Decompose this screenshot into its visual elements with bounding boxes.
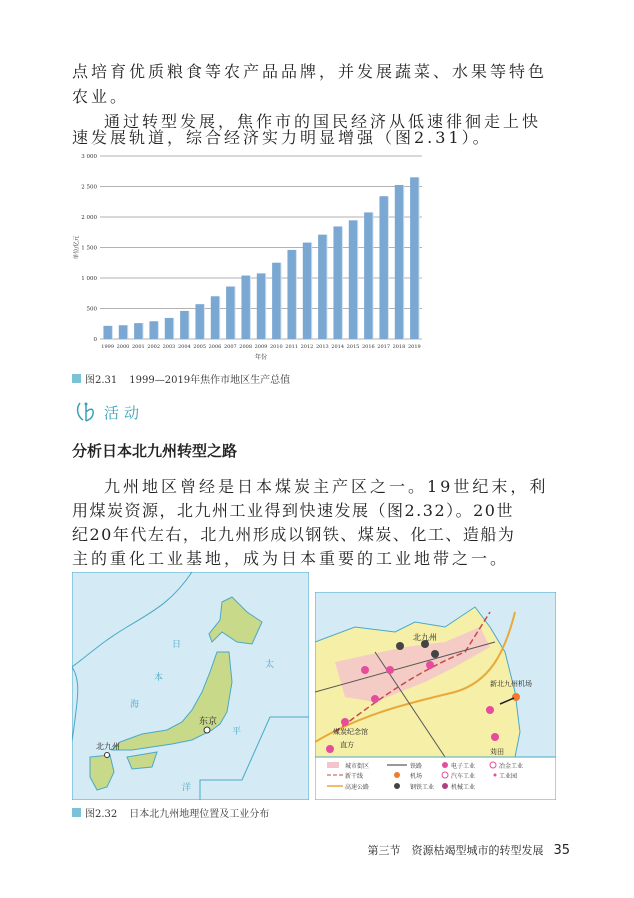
y-tick-label: 500 <box>86 306 97 313</box>
svg-text:高速公路: 高速公路 <box>345 784 370 791</box>
x-tick-label: 2018 <box>392 344 406 350</box>
body-text: 纪20年代左右，北九州形成以钢铁、煤炭、化工、造船为 <box>72 525 516 544</box>
bar-2010 <box>272 263 280 339</box>
figure-231-caption <box>72 371 290 386</box>
figure-number: 图2.32 <box>85 809 118 820</box>
x-tick-label: 2002 <box>147 344 161 350</box>
svg-text:钢铁工业: 钢铁工业 <box>410 784 435 791</box>
body-text: 主的重化工业基地，成为日本重要的工业地带之一。 <box>72 549 510 568</box>
activity-icon <box>74 400 98 424</box>
x-tick-label: 2016 <box>361 344 375 350</box>
bar-2013 <box>318 235 326 339</box>
activity-label: 活动 <box>104 403 145 422</box>
map-label: 直方 <box>340 741 354 749</box>
bar-2011 <box>287 250 295 339</box>
bar-2003 <box>165 318 173 339</box>
body-text: 农业。 <box>72 87 130 106</box>
y-axis-label: 单位/亿元 <box>74 235 80 260</box>
x-tick-label: 2008 <box>239 344 253 350</box>
y-tick-label: 2 500 <box>81 184 97 191</box>
map-label: 北九州 <box>413 633 437 642</box>
section-heading: 分析日本北九州转型之路 <box>72 442 238 460</box>
x-tick-label: 2009 <box>254 344 268 350</box>
svg-text:冶金工业: 冶金工业 <box>499 763 524 770</box>
caption-marker <box>72 808 81 817</box>
kitakyushu-marker <box>105 753 110 758</box>
svg-text:机械工业: 机械工业 <box>451 784 476 791</box>
bar-2014 <box>333 226 341 339</box>
body-text: 用煤炭资源，北九州工业得到快速发展（图2.32）。20世 <box>72 501 514 520</box>
city-label: 北九州 <box>96 742 120 751</box>
svg-text:铁路: 铁路 <box>410 763 423 770</box>
svg-text:新干线: 新干线 <box>345 773 364 780</box>
sea-label: 海 <box>130 700 140 710</box>
bar-2018 <box>395 185 403 339</box>
x-tick-label: 2014 <box>331 344 345 350</box>
bar-2002 <box>149 321 157 339</box>
figure-caption: 日本北九州地理位置及工业分布 <box>129 809 270 820</box>
section-title: 第三节 资源枯竭型城市的转型发展 <box>367 844 544 857</box>
bar-2019 <box>410 177 418 339</box>
map-label: 煤炭纪念馆 <box>333 728 368 736</box>
gdp-bar-chart <box>70 146 430 366</box>
x-tick-label: 2001 <box>131 344 145 350</box>
body-text: 通过转型发展，焦作市的国民经济从低速徘徊走上快 <box>104 112 542 131</box>
bar-2008 <box>241 276 249 339</box>
map-label: 新北九州机场 <box>490 680 532 688</box>
y-tick-label: 2 000 <box>81 215 97 221</box>
svg-text:汽车工业: 汽车工业 <box>451 773 476 780</box>
bar-2012 <box>303 243 311 339</box>
x-tick-label: 2003 <box>162 344 176 350</box>
sea-label: 本 <box>154 673 164 683</box>
kitakyushu-industry-map <box>315 592 556 800</box>
ocean-label: 平 <box>232 727 242 737</box>
svg-text:电子工业: 电子工业 <box>451 763 476 770</box>
caption-marker <box>72 374 81 383</box>
page-number: 35 <box>553 842 570 858</box>
tokyo-marker <box>204 727 210 733</box>
japan-location-map <box>72 572 309 800</box>
x-tick-label: 2000 <box>116 344 130 350</box>
city-label: 东京 <box>199 717 218 727</box>
x-tick-label: 2019 <box>407 344 421 350</box>
map-label: 苅田 <box>490 748 504 756</box>
activity-header <box>74 400 144 424</box>
bar-2016 <box>364 212 372 339</box>
page-footer <box>367 842 570 858</box>
y-tick-label: 1 000 <box>81 276 97 282</box>
figure-caption: 1999—2019年焦作市地区生产总值 <box>129 375 291 386</box>
bar-2017 <box>379 196 387 339</box>
figure-232-caption <box>72 805 269 820</box>
y-tick-label: 1 500 <box>81 245 97 252</box>
svg-text:城市街区: 城市街区 <box>345 763 370 770</box>
ocean-label: 太 <box>265 660 275 670</box>
bar-2004 <box>180 311 188 339</box>
bar-2015 <box>349 220 357 339</box>
x-tick-label: 2015 <box>346 344 360 350</box>
bar-2001 <box>134 323 142 339</box>
airport-icon <box>512 693 520 701</box>
x-tick-label: 2006 <box>208 344 222 350</box>
bar-2005 <box>195 304 203 339</box>
x-tick-label: 2011 <box>285 344 299 350</box>
ocean-label: 洋 <box>182 783 192 793</box>
x-tick-label: 2004 <box>177 344 191 350</box>
body-text: 九州地区曾经是日本煤炭主产区之一。19世纪末，利 <box>104 477 549 496</box>
sea-label: 日 <box>172 640 182 650</box>
bar-2007 <box>226 287 234 339</box>
x-tick-label: 2013 <box>315 344 329 350</box>
y-tick-label: 3 000 <box>81 154 97 160</box>
svg-text:工业园: 工业园 <box>499 773 518 780</box>
bar-2006 <box>211 296 219 339</box>
x-axis-label: 年份 <box>254 354 268 361</box>
x-tick-label: 2010 <box>269 344 283 350</box>
x-tick-label: 2005 <box>193 344 207 350</box>
bar-1999 <box>103 326 111 339</box>
y-tick-label: 0 <box>93 337 97 343</box>
x-tick-label: 2012 <box>300 344 314 350</box>
x-tick-label: 2007 <box>223 344 237 350</box>
svg-text:机场: 机场 <box>410 773 423 780</box>
bar-2009 <box>257 273 265 339</box>
figure-number: 图2.31 <box>85 375 118 386</box>
x-tick-label: 1999 <box>101 344 115 350</box>
bar-2000 <box>119 325 127 339</box>
x-tick-label: 2017 <box>377 344 391 350</box>
body-text: 点培育优质粮食等农产品品牌，并发展蔬菜、水果等特色 <box>72 62 548 81</box>
body-text: 速发展轨道，综合经济实力明显增强（图2.31）。 <box>72 128 492 147</box>
